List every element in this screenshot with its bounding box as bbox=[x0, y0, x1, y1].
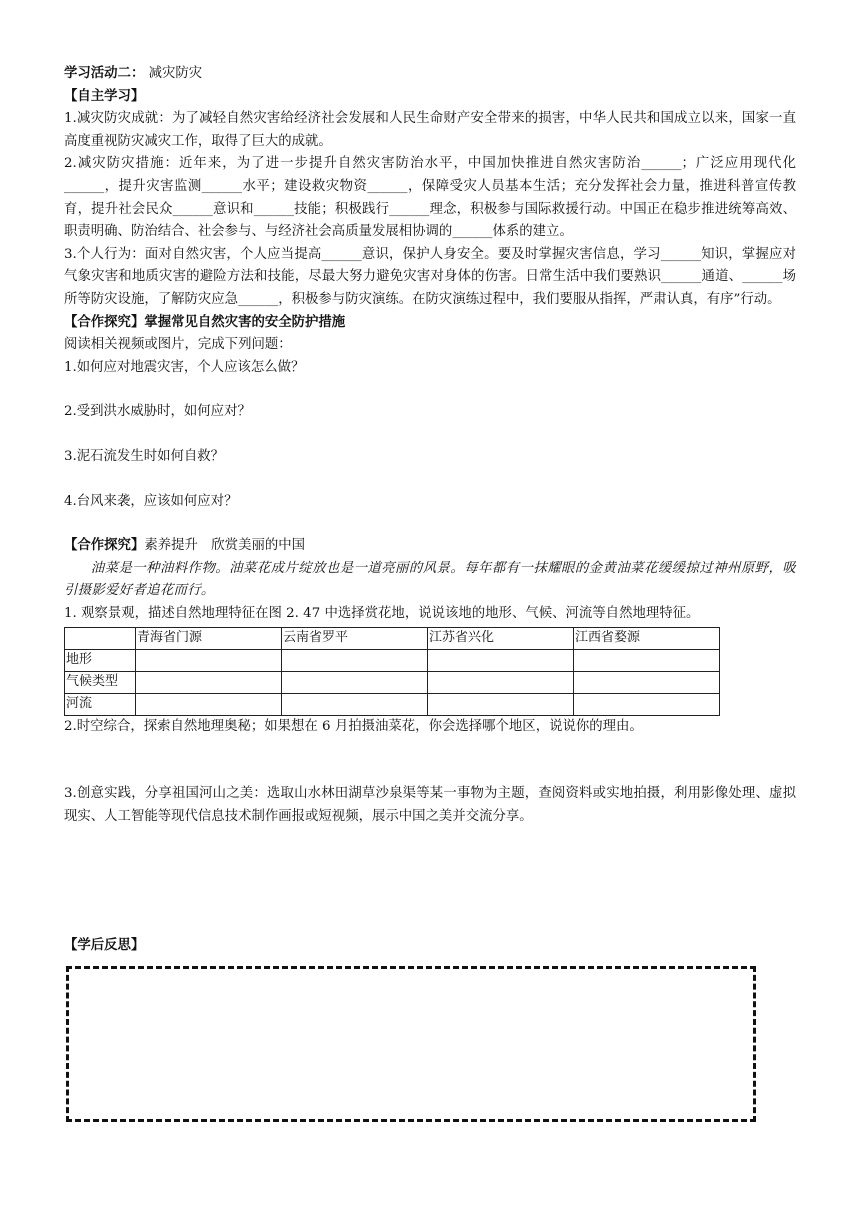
activity-label: 学习活动二： bbox=[64, 66, 145, 81]
answer-cell[interactable] bbox=[136, 672, 282, 694]
answer-cell[interactable] bbox=[428, 672, 574, 694]
question-typhoon: 4.台风来袭，应该如何应对？ bbox=[64, 493, 238, 509]
table-row bbox=[65, 672, 720, 694]
activity-title bbox=[64, 63, 796, 86]
reflection-heading: 【学后反思】 bbox=[64, 938, 145, 953]
coop-explore-heading-1: 【合作探究】掌握常见自然灾害的安全防护措施 bbox=[64, 314, 346, 330]
rapeseed-intro: 油菜是一种油料作物。油菜花成片绽放也是一道亮丽的风景。每年都有一抹耀眼的金黄油菜花缓缓掠过神州原野，吸引摄影爱好者追花而行。 bbox=[64, 560, 796, 599]
table-header-row bbox=[65, 628, 720, 650]
table-row-label: 气候类型 bbox=[65, 672, 136, 694]
timing-question: 2.时空综合，探索自然地理奥秘；如果想在 6 月拍摄油菜花，你会选择哪个地区，说说你的理由。 bbox=[64, 719, 643, 735]
table-row-label: 地形 bbox=[65, 650, 136, 672]
table-header-cell: 云南省罗平 bbox=[282, 628, 428, 650]
question-mudslide: 3.泥石流发生时如何自救？ bbox=[64, 448, 225, 464]
answer-cell[interactable] bbox=[282, 672, 428, 694]
creative-practice-question: 3.创意实践，分享祖国河山之美：选取山水林田湖草沙泉渠等某一事物为主题，查阅资料或实地拍摄，利用影像处理、虚拟现实、人工智能等现代信息技术制作画报或短视频，展示中国之美并交流分享。 bbox=[64, 786, 796, 824]
answer-cell[interactable] bbox=[282, 694, 428, 716]
answer-cell[interactable] bbox=[282, 650, 428, 672]
table-header-cell: 江苏省兴化 bbox=[428, 628, 574, 650]
answer-cell[interactable] bbox=[136, 650, 282, 672]
answer-cell[interactable] bbox=[574, 694, 720, 716]
coop-heading-label: 【合作探究】 bbox=[64, 538, 145, 554]
worksheet-page bbox=[64, 63, 796, 828]
answer-cell[interactable] bbox=[574, 672, 720, 694]
table-header-cell: 青海省门源 bbox=[136, 628, 282, 650]
question-flood: 2.受到洪水威胁时，如何应对？ bbox=[64, 404, 251, 420]
self-study-paragraph-1: 1.减灾防灾成就：为了减轻自然灾害给经济社会发展和人民生命财产安全带来的损害，中华人民共和国成立以来，国家一直高度重视防灾减灾工作，取得了巨大的成就。 bbox=[64, 111, 796, 149]
answer-cell[interactable] bbox=[428, 650, 574, 672]
table-row-label: 河流 bbox=[65, 694, 136, 716]
table-row bbox=[65, 694, 720, 716]
coop-explore-heading-2 bbox=[64, 535, 796, 558]
answer-cell[interactable] bbox=[136, 694, 282, 716]
self-study-paragraph-2: 2.减灾防灾措施：近年来，为了进一步提升自然灾害防治水平，中国加快推进自然灾害防治______；广泛应用现代化______，提升灾害监测______水平；建设救灾物资______，保障受灾人员基本生活；充分发挥社会力量，推进科普宣传教育，提升社会民众______意识和______技能；积极践行______理念，积极参与国际救援行动。中国正在稳步推进统筹高效、职责明确、防治结合、社会参与、与经济社会高质量发展相协调的______体系的建立。 bbox=[64, 156, 796, 240]
activity-topic: 减灾防灾 bbox=[148, 66, 203, 81]
self-study-paragraph-3: 3.个人行为：面对自然灾害，个人应当提高______意识，保护人身安全。要及时掌握灾害信息，学习______知识，掌握应对气象灾害和地质灾害的避险方法和技能，尽最大努力避免灾害对身体的伤害。日常生活中我们要熟识______通道、______场所等防灾设施，了解防灾应急______，积极参与防灾演练。在防灾演练过程中，我们要服从指挥，严肃认真，有序”行动。 bbox=[64, 246, 796, 307]
table-header-cell bbox=[65, 628, 136, 650]
self-study-heading: 【自主学习】 bbox=[64, 88, 145, 104]
coop-heading-topic: 素养提升 欣赏美丽的中国 bbox=[144, 538, 306, 554]
table-row bbox=[65, 650, 720, 672]
question-earthquake: 1.如何应对地震灾害，个人应该怎么做？ bbox=[64, 359, 305, 375]
table-header-cell: 江西省婺源 bbox=[574, 628, 720, 650]
coop-explore-intro: 阅读相关视频或图片，完成下列问题： bbox=[64, 337, 292, 353]
landscape-question: 1. 观察景观，描述自然地理特征在图 2. 47 中选择赏花地，说说该地的地形、气候、河流等自然地理特征。 bbox=[64, 605, 700, 621]
answer-cell[interactable] bbox=[574, 650, 720, 672]
geography-table bbox=[64, 627, 720, 716]
reflection-box[interactable] bbox=[66, 966, 756, 1122]
answer-cell[interactable] bbox=[428, 694, 574, 716]
